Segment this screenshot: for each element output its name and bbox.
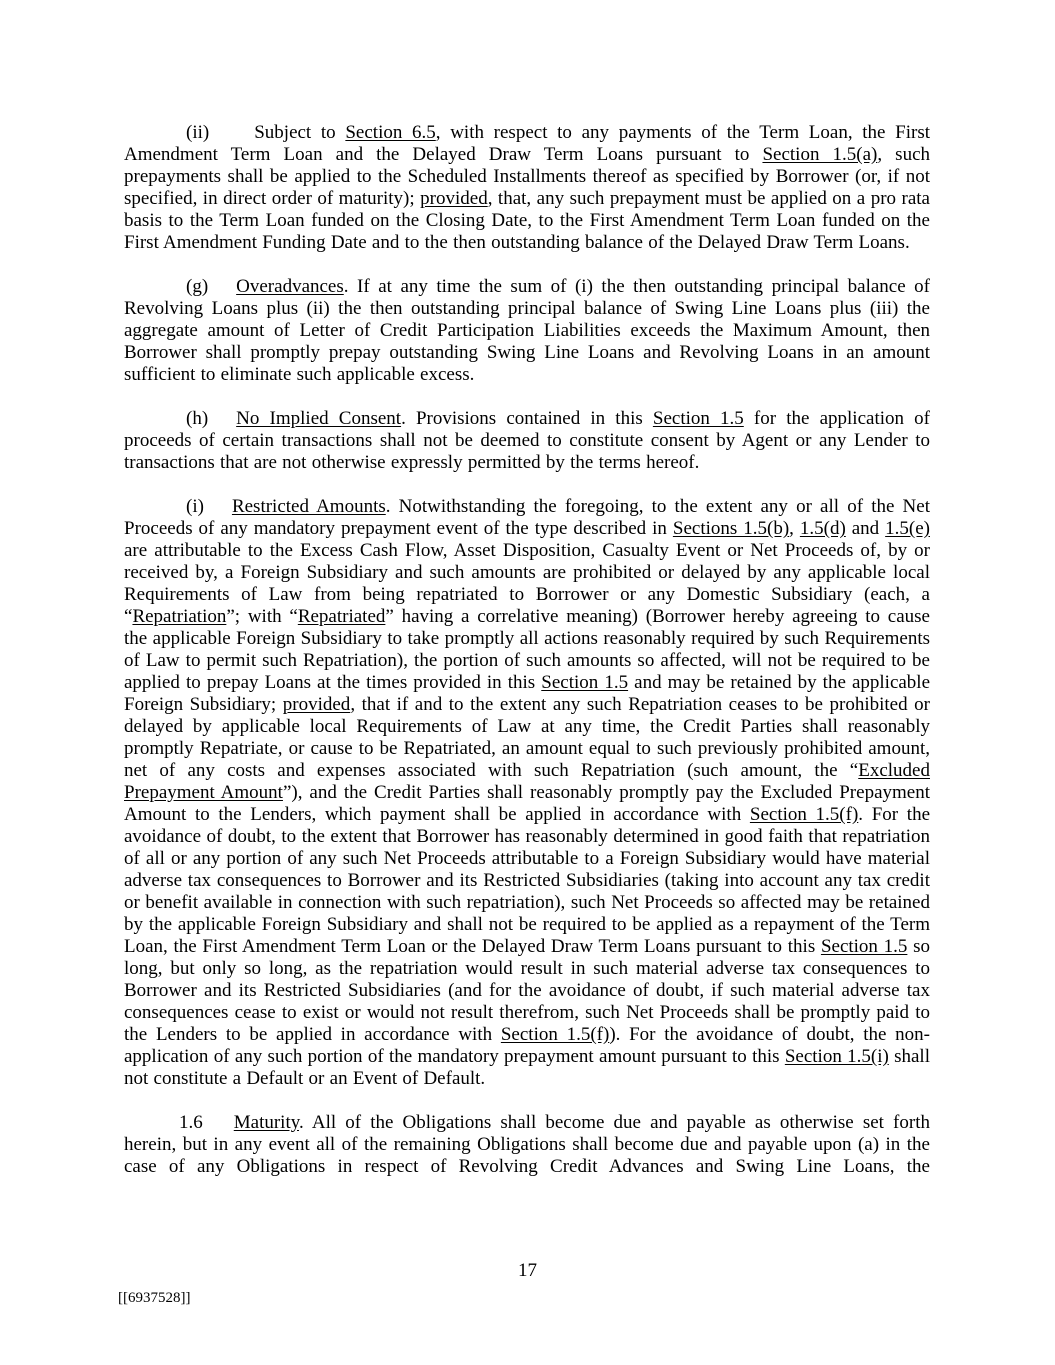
footer-document-id: [[6937528]]: [118, 1290, 191, 1306]
paragraph-g-overadvances: (g) Overadvances. If at any time the sum of (i) the then outstanding principal balance of Revolving Loans plus (ii) the then outstanding principal balance of Swing Line Loans plus (iii) the aggregate amount of Letter of Credit Participation Liabilities exceeds the Maximum Amount, then Borrower shall promptly prepay outstanding Swing Line Loans and Revolving Loans in an amount sufficient to eliminate such applicable excess.: [124, 276, 930, 385]
paragraph-i-restricted-amounts: (i) Restricted Amounts. Notwithstanding the foregoing, to the extent any or all of the Net Proceeds of any mandatory prepayment event of the type described in Sections 1.5(b), 1.5(d) and 1.5(e) are attributable to the Excess Cash Flow, Asset Disposition, Casualty Event or Net Proceeds of, by or received by, a Foreign Subsidiary and such amounts are prohibited or delayed by any applicable local Requirements of Law from being repatriated to Borrower or any Domestic Subsidiary (each, a “Repatriation”; with “Repatriated” having a correlative meaning) (Borrower hereby agreeing to cause the applicable Foreign Subsidiary to take promptly all actions reasonably required by such Requirements of Law to permit such Repatriation), the portion of such amounts so affected, will not be required to be applied to prepay Loans at the times provided in this Section 1.5 and may be retained by the applicable Foreign Subsidiary; provided, that if and to the extent any such Repatriation ceases to be prohibited or delayed by applicable local Requirements of Law at any time, the Credit Parties shall reasonably promptly Repatriate, or cause to be Repatriated, an amount equal to such previously prohibited amount, net of any costs and expenses associated with such Repatriation (such amount, the “Excluded Prepayment Amount”), and the Credit Parties shall reasonably promptly pay the Excluded Prepayment Amount to the Lenders, which payment shall be applied in accordance with Section 1.5(f). For the avoidance of doubt, to the extent that Borrower has reasonably determined in good faith that repatriation of all or any portion of any such Net Proceeds attributable to a Foreign Subsidiary would have material adverse tax consequences to Borrower and its Restricted Subsidiaries (taking into account any tax credit or benefit available in connection with such repatriation), such Net Proceeds so affected may be retained by the applicable Foreign Subsidiary and shall not be required to be applied as a repayment of the Term Loan, the First Amendment Term Loan or the Delayed Draw Term Loans pursuant to this Section 1.5 so long, but only so long, as the repatriation would result in such material adverse tax consequences to Borrower and its Restricted Subsidiaries (and for the avoidance of doubt, if such material adverse tax consequences cease to exist or would not result therefrom, such Net Proceeds shall be promptly paid to the Lenders to be applied in accordance with Section 1.5(f)). For the avoidance of doubt, the non-application of any such portion of the mandatory prepayment amount pursuant to this Section 1.5(i) shall not constitute a Default or an Event of Default.: [124, 496, 931, 1089]
paragraph-ii: (ii) Subject to Section 6.5, with respect to any payments of the Term Loan, the First Amendment Term Loan and the Delayed Draw Term Loans pursuant to Section 1.5(a), such prepayments shall be applied to the Scheduled Installments thereof as specified by Borrower (or, if not specified, in direct order of maturity); provided, that, any such prepayment must be applied on a pro rata basis to the Term Loan funded on the Closing Date, to the First Amendment Term Loan funded on the First Amendment Funding Date and to the then outstanding balance of the Delayed Draw Term Loans.: [124, 122, 931, 253]
paragraph-1-6-maturity: 1.6 Maturity. All of the Obligations shall become due and payable as otherwise set forth herein, but in any event all of the remaining Obligations shall become due and payable upon (a) in the case of any Obligations in respect of Revolving Credit Advances and Swing Line Loans, the: [124, 1112, 930, 1177]
page-number: 17: [518, 1260, 537, 1281]
paragraph-h-no-implied-consent: (h) No Implied Consent. Provisions contained in this Section 1.5 for the application of proceeds of certain transactions shall not be deemed to constitute consent by Agent or any Lender to transactions that are not otherwise expressly permitted by the terms hereof.: [124, 408, 930, 473]
document-body: [124, 122, 930, 1200]
